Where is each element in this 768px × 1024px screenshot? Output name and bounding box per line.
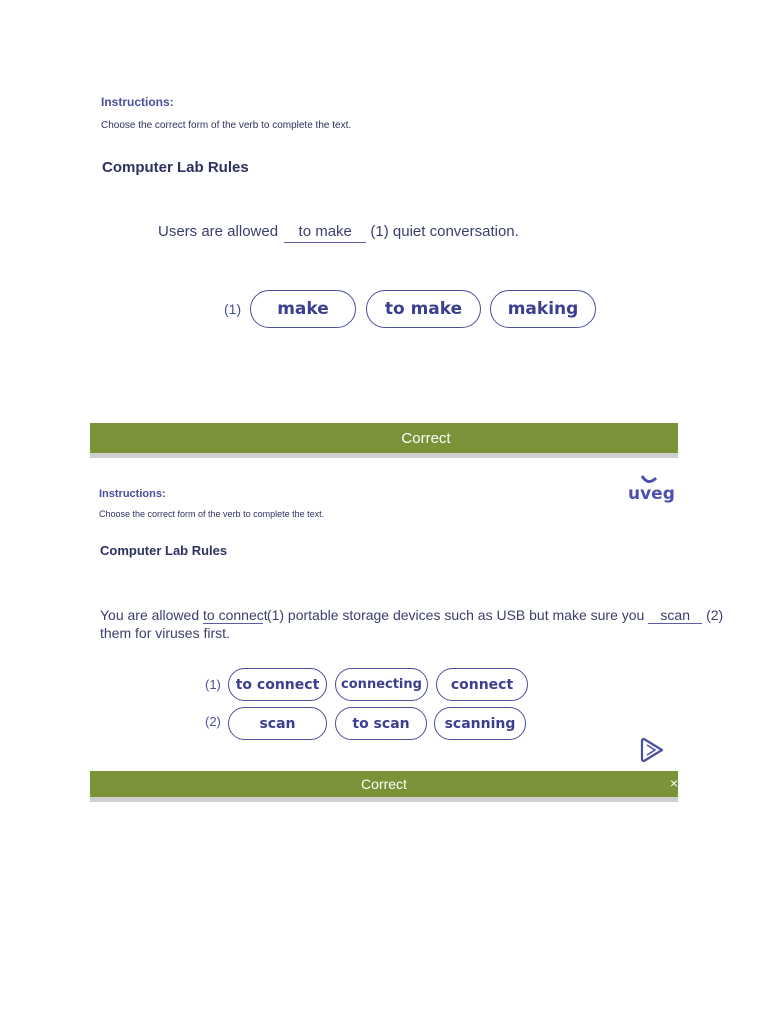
option-scanning-button[interactable]: scanning (434, 707, 526, 740)
option-to-make-button[interactable]: to make (366, 290, 481, 328)
option-connect-button[interactable]: connect (436, 668, 528, 701)
sentence-text: You are allowed (100, 607, 200, 623)
instructions-text: Choose the correct form of the verb to complete the text. (101, 120, 352, 131)
exercise-sentence (100, 607, 723, 624)
divider (90, 797, 678, 802)
exercise-sentence (158, 223, 519, 243)
option-make-button[interactable]: make (250, 290, 356, 328)
option-scan-button[interactable]: scan (228, 707, 327, 740)
option-group-number: (1) (224, 301, 242, 317)
option-to-scan-button[interactable]: to scan (335, 707, 427, 740)
divider (90, 453, 678, 458)
option-group-number: (2) (205, 714, 221, 729)
option-making-button[interactable]: making (490, 290, 596, 328)
option-connecting-button[interactable]: connecting (335, 668, 428, 701)
next-arrow-icon[interactable] (640, 736, 666, 764)
exercise-title: Computer Lab Rules (100, 543, 228, 558)
sentence-text: (1) portable storage devices such as USB but make sure you (266, 607, 645, 623)
option-group-number: (1) (205, 677, 221, 692)
sentence-text: (1) quiet conversation. (370, 223, 519, 240)
close-icon[interactable]: × (669, 775, 678, 791)
instructions-label: Instructions: (99, 488, 166, 500)
feedback-bar (90, 423, 678, 453)
instructions-text: Choose the correct form of the verb to complete the text. (99, 509, 325, 519)
exercise-sentence-line2: them for viruses first. (100, 625, 230, 641)
answer-blank-2[interactable]: scan (648, 607, 702, 624)
exercise-title: Computer Lab Rules (102, 159, 249, 176)
feedback-text: Correct (401, 429, 451, 447)
instructions-label: Instructions: (101, 95, 174, 109)
logo-text: uveg (628, 484, 675, 504)
answer-blank-1[interactable]: to connect (203, 607, 268, 623)
answer-blank-1[interactable]: to make (284, 223, 366, 243)
feedback-bar (90, 771, 678, 797)
sentence-text: Users are allowed (158, 223, 279, 240)
option-to-connect-button[interactable]: to connect (228, 668, 327, 701)
sentence-text: (2) (706, 607, 724, 623)
feedback-text: Correct (361, 776, 407, 792)
uveg-logo (628, 474, 675, 508)
